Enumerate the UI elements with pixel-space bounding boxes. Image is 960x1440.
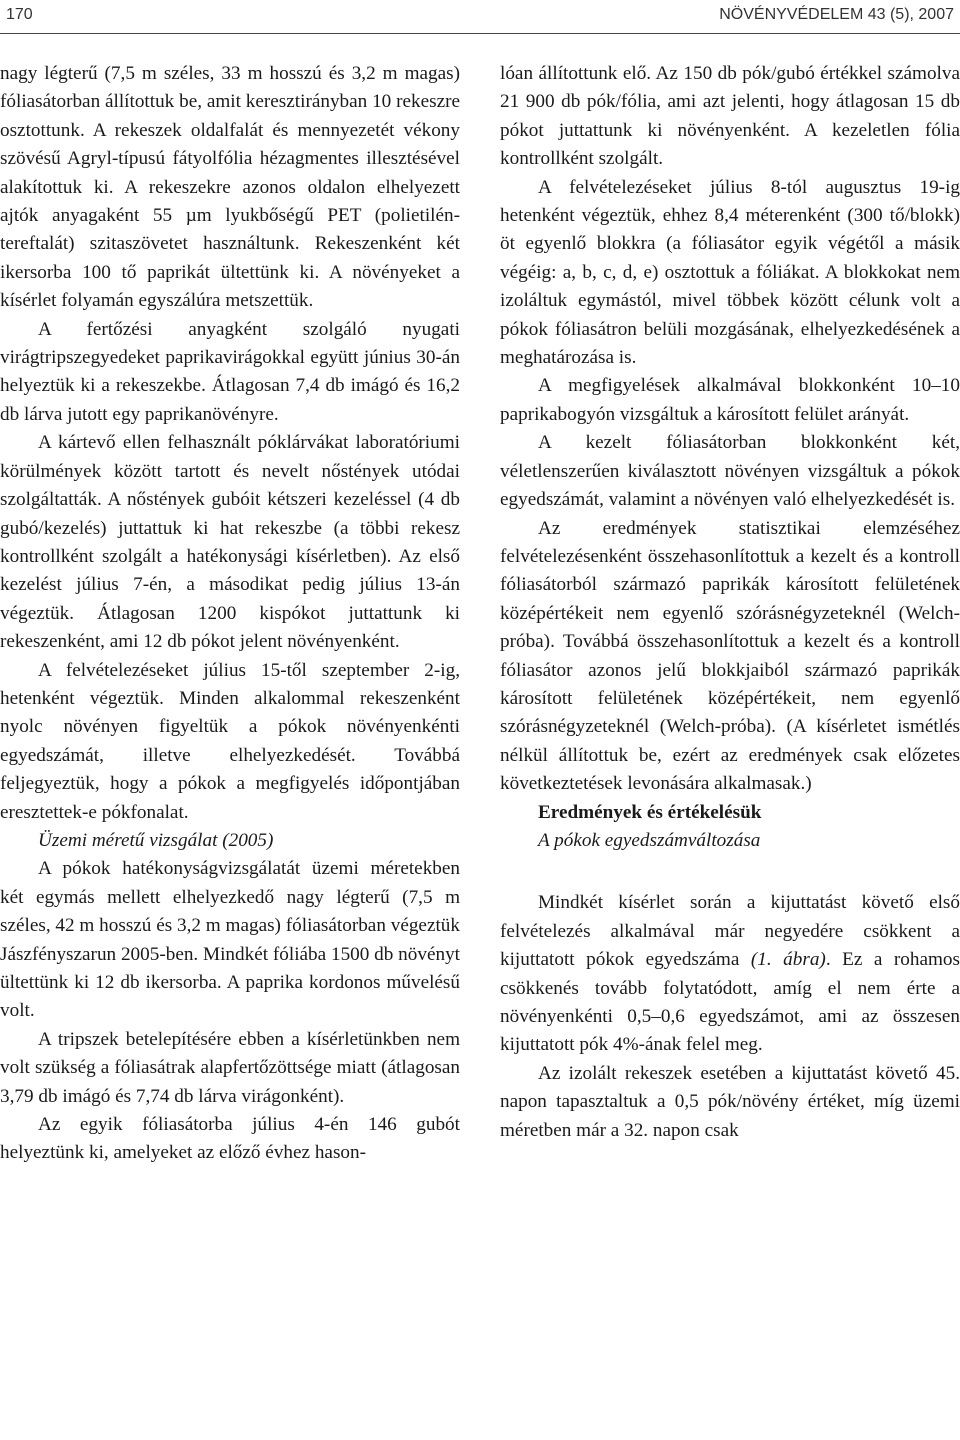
paragraph: lóan állítottunk elő. Az 150 db pók/gubó értékkel számolva 21 900 db pók/fólia, ami azt jelenti, hogy átlagosan 15 db pókot juttattunk ki növényenként. A kezeletlen fólia kontrollként szolgált. — [500, 63, 960, 170]
paragraph: Az eredmények statisztikai elemzéséhez felvételezésenként összehasonlítottuk a kezelt és a kontroll fóliasátorból származó paprikák károsított felületének középértékeit nem egyenlő szórásnégyzeteknél (Welch-próba). Továbbá összehasonlítottuk a kezelt és a kontroll fóliasátor azonos jelű blokkjaiból származó paprikák károsított felületének középértékeit, nem egyenlő szórásnégyzeteknél (Welch-próba). (A kísérletet ismétlés nélkül állítottuk be, ezért az eredmények csak előzetes következtetések levonására alkalmasak.) — [500, 517, 960, 795]
paragraph: A megfigyelések alkalmával blokkonként 10–10 paprikabogyón vizsgáltuk a károsított felület arányát. — [500, 375, 960, 425]
paragraph: A kezelt fóliasátorban blokkonként két, véletlenszerűen kiválasztott növényen vizsgáltuk a pókok egyedszámát, valamint a növényen való elhelyezkedését is. — [500, 432, 960, 511]
paragraph: A pókok hatékonyságvizsgálatát üzemi méretekben két egymás mellett elhelyezkedő nagy légterű (7,5 m széles, 42 m hosszú és 3,2 m magas) fóliasátorban végeztük Jászfényszarun 2005-ben. Mindkét fóliába 1500 db növényt ültettünk ki 12 db ikersorba. A paprika kordonos művelésű volt. — [0, 858, 460, 1022]
subheading-field-trial: Üzemi méretű vizsgálat (2005) — [38, 829, 274, 851]
paragraph: A felvételezéseket július 15-től szeptember 2-ig, hetenként végeztük. Minden alkalommal rekeszenként nyolc növényen figyeltük a pókok növényenkénti egyedszámát, illetve elhelyezkedését. Továbbá feljegyeztük, hogy a pókok a megfigyelés időpontjában eresztettek-e pókfonalat. — [0, 659, 460, 823]
page-number: 170 — [6, 6, 33, 23]
running-head — [0, 0, 960, 34]
paragraph-text: Mindkét kísérlet során a kijuttatást követő első felvételezés alkalmával már negyedére csökkent a kijuttatott pókok egyedszáma — [500, 892, 960, 971]
paragraph: A fertőzési anyagként szolgáló nyugati virágtripszegyedeket paprikavirágokkal együtt június 30-án helyeztük ki a rekeszekbe. Átlagosan 7,4 db imágó és 16,2 db lárva jutott egy paprikanövényre. — [0, 318, 460, 425]
right-column — [500, 60, 960, 1145]
figure-reference: (1. ábra) — [750, 949, 826, 971]
journal-title: NÖVÉNYVÉDELEM 43 (5), 2007 — [719, 6, 954, 23]
paragraph-text: . Ez a rohamos csökkenés tovább folytatódott, amíg el nem érte a növényenkénti 0,5–0,6 egyedszámot, ami az összesen kijuttatott pók 4%-ának felel meg. — [500, 949, 960, 1056]
header-rule — [0, 33, 960, 34]
paragraph: A kártevő ellen felhasznált póklárvákat laboratóriumi körülmények között tartott és nevelt nőstények utódai szolgáltatták. A nőstények gubóit kétszeri kezeléssel (4 db gubó/kezelés) juttattuk ki hat rekeszbe (a többi rekesz kontrollként szolgált a hatékonysági kísérletben). Az első kezelést július 7-én, a másodikat pedig július 13-án végeztük. Átlagosan 1200 kispókot juttattunk ki rekeszenként, ami 12 db pókot jelent növényenként. — [0, 432, 460, 653]
subheading-spider-numbers: A pókok egyedszámváltozása — [538, 829, 761, 851]
paragraph: A felvételezéseket július 8-tól augusztus 19-ig hetenként végeztük, ehhez 8,4 méterenként (300 tő/blokk) öt egyenlő blokkra (a fóliasátor egyik végétől a másik végéig: a, b, c, d, e) osztottuk a fóliákat. A blokkokat nem izoláltuk egymástól, mivel többek között célunk volt a pókok fóliasátron belüli mozgásának, elhelyezkedésének a meghatározása is. — [500, 176, 960, 369]
paragraph — [500, 889, 960, 1059]
paragraph: nagy légterű (7,5 m széles, 33 m hosszú és 3,2 m magas) fóliasátorban állítottuk be, amit keresztirányban 10 rekeszre osztottunk. A rekeszek oldalfalát és mennyezetét vékony szövésű Agryl-típusú fátyolfólia hézagmentes illesztésével alakítottuk ki. A rekeszekre azonos oldalon elhelyezett ajtók anyagaként 55 µm lyukbőségű PET (polietilén-tereftalát) szitaszövetet használtunk. Rekeszenként két ikersorba 100 tő paprikát ültettünk ki. A növényeket a kísérlet folyamán egyszálúra metszettük. — [0, 63, 460, 312]
left-column — [0, 60, 460, 1168]
section-heading-results: Eredmények és értékelésük — [538, 801, 762, 823]
paragraph: A tripszek betelepítésére ebben a kísérletünkben nem volt szükség a fóliasátrak alapfertőzöttsége miatt (átlagosan 3,79 db imágó és 7,74 db lárva virágonként). — [0, 1028, 460, 1107]
paragraph: Az egyik fóliasátorba július 4-én 146 gubót helyeztünk ki, amelyeket az előző évhez hason- — [0, 1114, 460, 1164]
paragraph: Az izolált rekeszek esetében a kijuttatást követő 45. napon tapasztaltuk a 0,5 pók/növény értéket, míg üzemi méretben már a 32. napon csak — [500, 1062, 960, 1141]
